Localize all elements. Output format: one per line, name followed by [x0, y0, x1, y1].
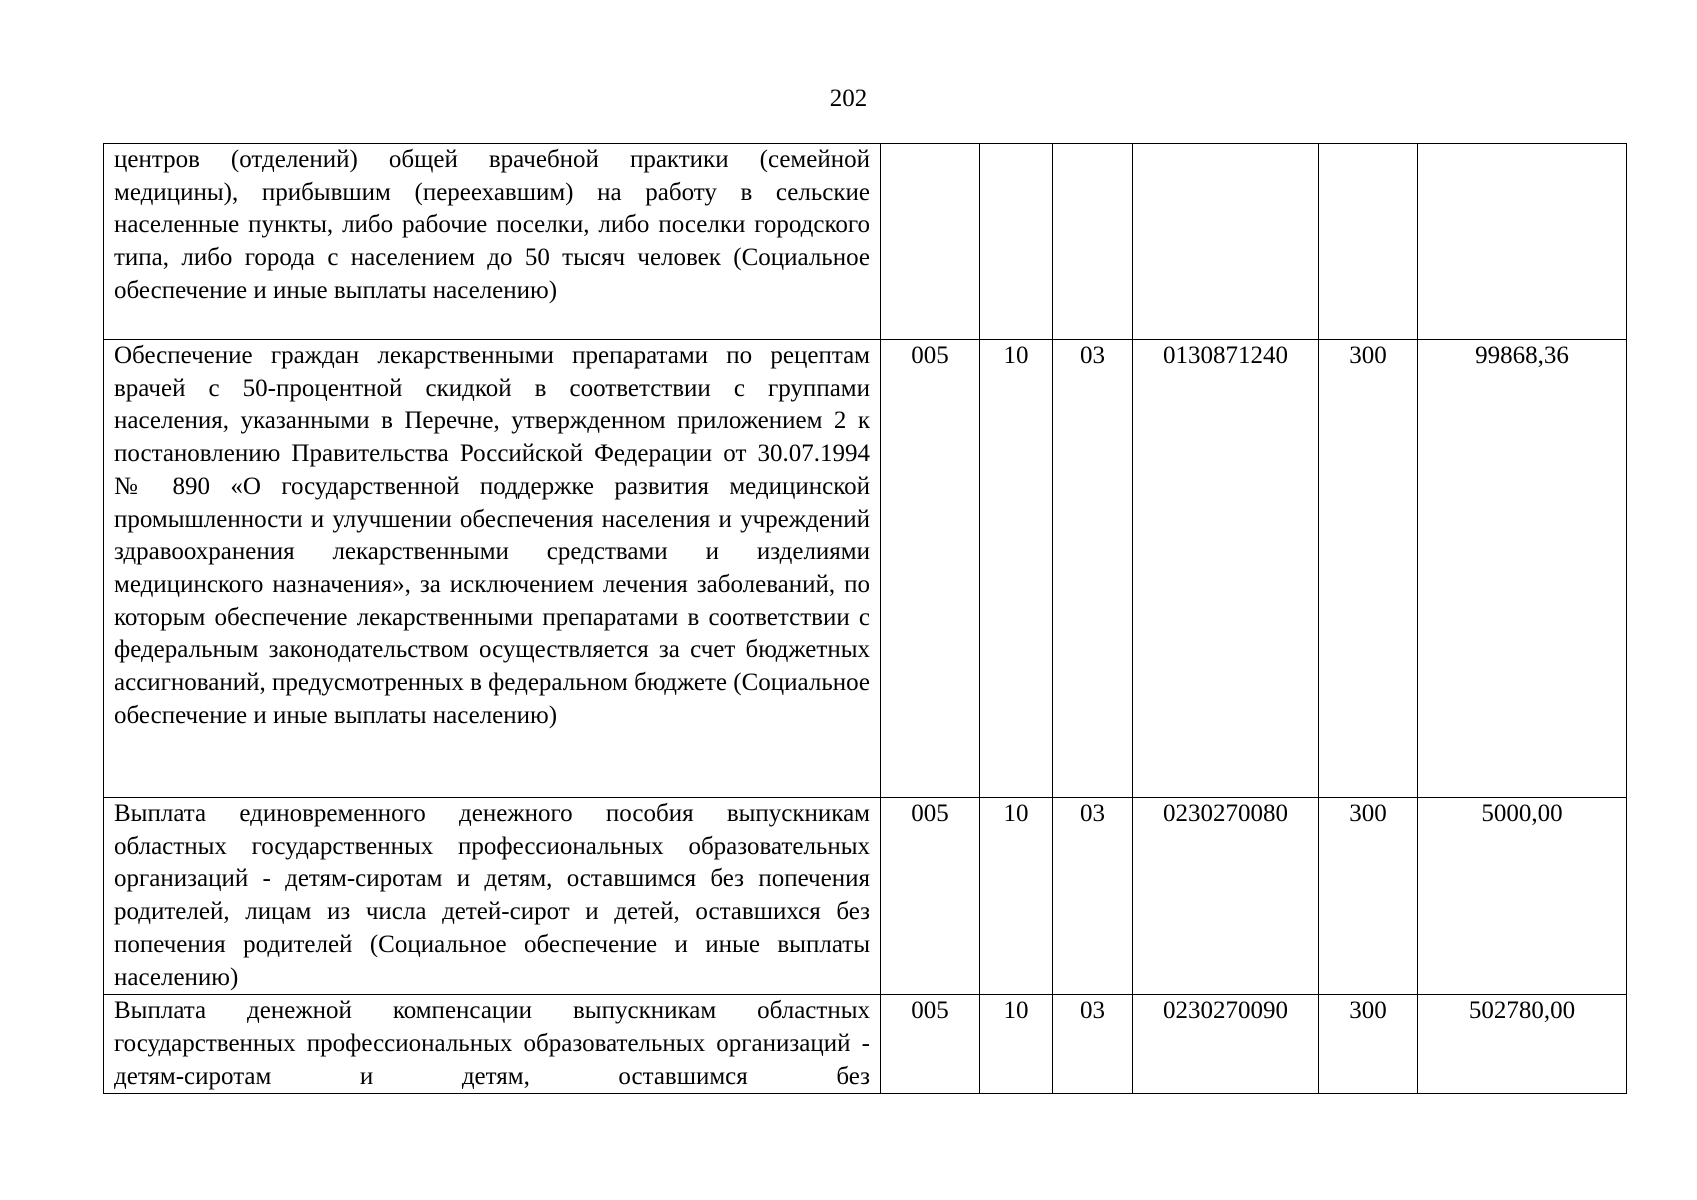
subsection-code: 03 — [1053, 798, 1133, 995]
row-description: Выплата единовременного денежного пособия выпускникам областных государственных профессиональных образовательных организаций - детям-сиротам и детям, оставшимся без попечения родителей, лицам из числа детей-сирот и детей, оставшихся без попечения родителей (Социальное обеспечение и иные выплаты населению) — [104, 798, 881, 995]
subsection-code: 03 — [1053, 340, 1133, 798]
ministry-code: 005 — [881, 995, 980, 1094]
row-description: Выплата денежной компенсации выпускникам областных государственных профессиональных образовательных организаций - детям-сиротам и детям, оставшимся без — [104, 995, 881, 1094]
expense-type-code: 300 — [1319, 995, 1418, 1094]
target-article-code: 0230270080 — [1133, 798, 1319, 995]
section-code: 10 — [980, 340, 1053, 798]
expense-type-code: 300 — [1319, 798, 1418, 995]
table-row — [104, 340, 1627, 798]
target-article-code — [1133, 144, 1319, 340]
section-code: 10 — [980, 995, 1053, 1094]
amount: 5000,00 — [1418, 798, 1627, 995]
amount: 99868,36 — [1418, 340, 1627, 798]
row-description: центров (отделений) общей врачебной практики (семейной медицины), прибывшим (переехавшим) на работу в сельские населенные пункты, либо рабочие поселки, либо поселки городского типа, либо города с населением до 50 тысяч человек (Социальное обеспечение и иные выплаты населению) — [104, 144, 881, 340]
expense-type-code — [1319, 144, 1418, 340]
amount — [1418, 144, 1627, 340]
table-row — [104, 995, 1627, 1094]
amount: 502780,00 — [1418, 995, 1627, 1094]
budget-table — [103, 143, 1627, 1094]
ministry-code: 005 — [881, 340, 980, 798]
row-description: Обеспечение граждан лекарственными препаратами по рецептам врачей с 50-процентной скидкой в соответствии с группами населения, указанными в Перечне, утвержденном приложением 2 к постановлению Правительства Российской Федерации от 30.07.1994 № 890 «О государственной поддержке развития медицинской промышленности и улучшении обеспечения населения и учреждений здравоохранения лекарственными средствами и изделиями медицинского назначения», за исключением лечения заболеваний, по которым обеспечение лекарственными препаратами в соответствии с федеральным законодательством осуществляется за счет бюджетных ассигнований, предусмотренных в федеральном бюджете (Социальное обеспечение и иные выплаты населению) — [104, 340, 881, 798]
section-code: 10 — [980, 798, 1053, 995]
page-number: 202 — [829, 85, 868, 112]
target-article-code: 0230270090 — [1133, 995, 1319, 1094]
ministry-code: 005 — [881, 798, 980, 995]
ministry-code — [881, 144, 980, 340]
expense-type-code: 300 — [1319, 340, 1418, 798]
subsection-code — [1053, 144, 1133, 340]
section-code — [980, 144, 1053, 340]
table-row — [104, 144, 1627, 340]
target-article-code: 0130871240 — [1133, 340, 1319, 798]
subsection-code: 03 — [1053, 995, 1133, 1094]
table-row — [104, 798, 1627, 995]
